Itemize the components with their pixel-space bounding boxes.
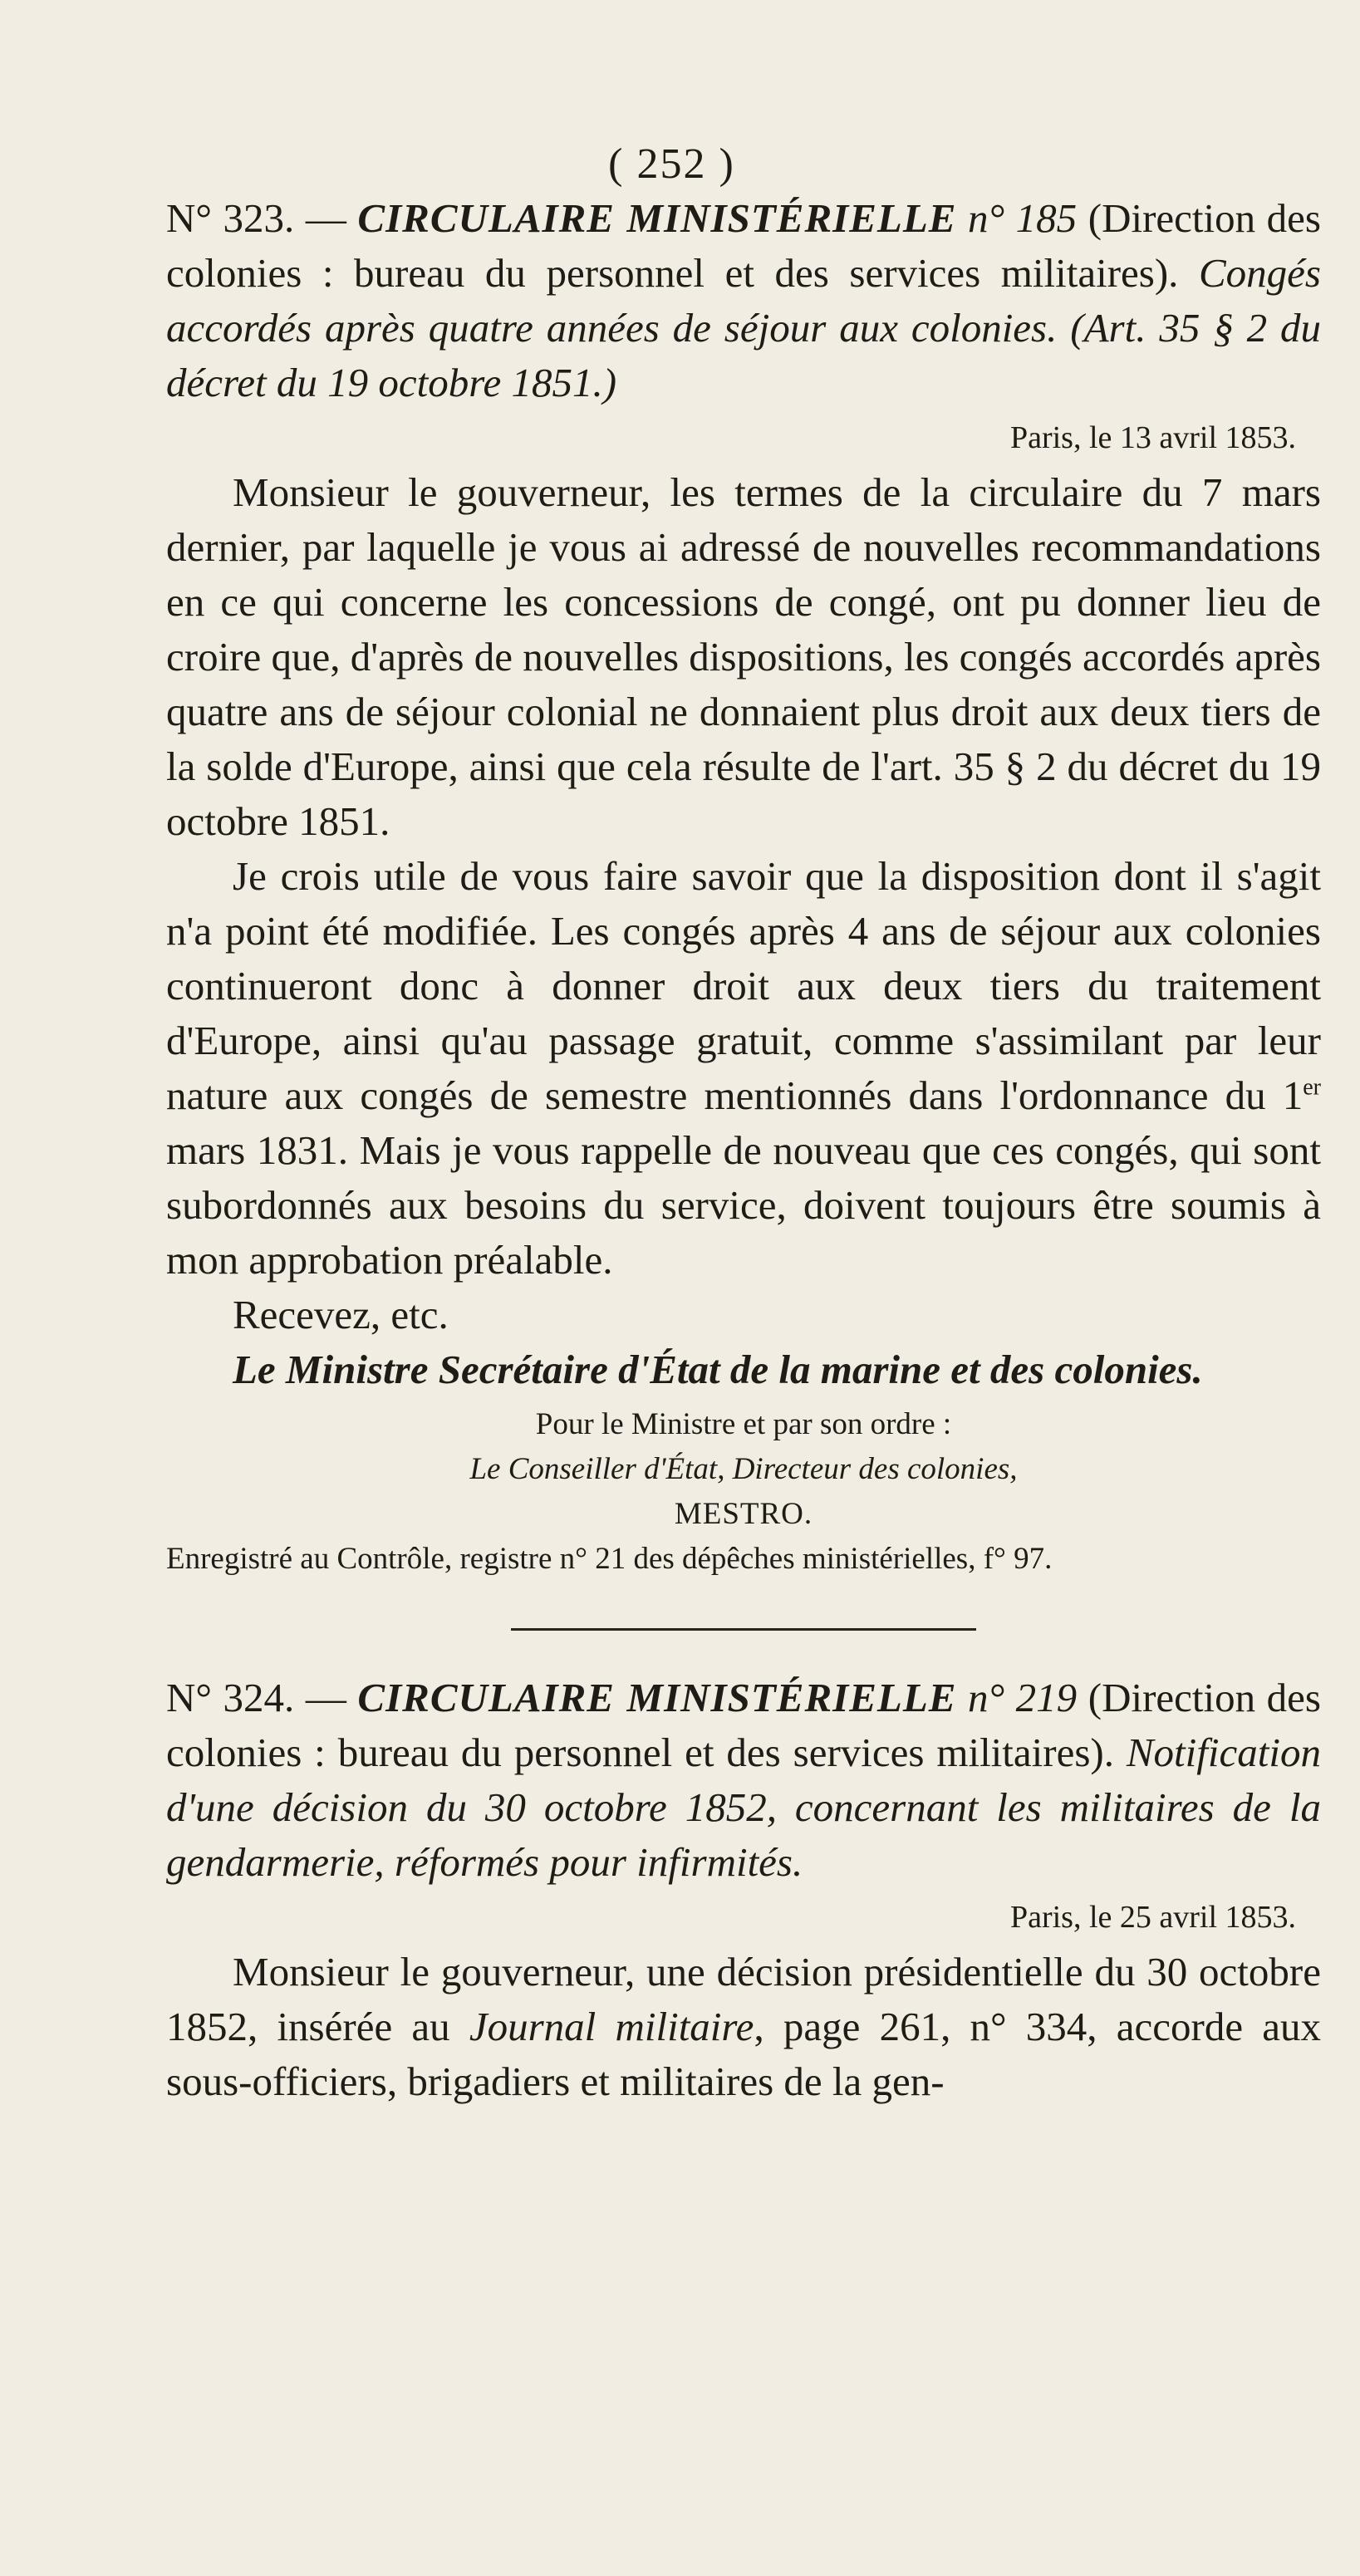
circular-324-number: N° 324.: [166, 1675, 295, 1720]
superscript: er: [1303, 1074, 1321, 1101]
circular-323-subject: Congés accordés après quatre années de séjour aux colonies. (Art. 35 § 2 du décret du 19 octobre 1851.): [166, 250, 1321, 405]
circular-323-paragraph-2: [166, 849, 1321, 1288]
dash: —: [294, 1675, 358, 1720]
circular-323-heading: [166, 191, 1321, 410]
circular-323-title-number: n° 185: [956, 195, 1078, 241]
page-number: ( 252 ): [608, 140, 735, 188]
circular-324-title-number: n° 219: [956, 1675, 1078, 1720]
circular-323-paragraph-1: Monsieur le gouverneur, les termes de la circulaire du 7 mars dernier, par laquelle je vous ai adressé de nouvelles recommandations en ce qui concerne les concessions de congé, ont pu donner lieu de croire que, d'après de nouvelles dispositions, les congés accordés après quatre ans de séjour colonial ne donnaient plus droit aux deux tiers de la solde d'Europe, ainsi que cela résulte de l'art. 35 § 2 du décret du 19 octobre 1851.: [166, 469, 1321, 844]
circular-323-minister: Le Ministre Secrétaire d'État de la marine et des colonies.: [233, 1347, 1203, 1392]
journal-title: Journal militaire: [469, 2004, 754, 2049]
circular-324-heading: [166, 1671, 1321, 1890]
paragraph-1-part-b: , page 261, n° 334, accorde aux sous-officiers, brigadiers et militaires de la gen-: [166, 2004, 1322, 2104]
circular-323-closing: Recevez, etc.: [233, 1292, 449, 1337]
circular-324-subject: Notification d'une décision du 30 octobre 1852, concernant les militaires de la gendarmerie, réformés pour infirmités.: [166, 1730, 1321, 1885]
circular-323-registry: Enregistré au Contrôle, registre n° 21 des dépêches ministérielles, f° 97.: [166, 1542, 1053, 1576]
main-text: [166, 191, 1321, 2109]
circular-323-number: N° 323.: [166, 195, 295, 241]
circular-323-direction: (Direction des colonies : bureau du personnel et des services militaires).: [166, 195, 1321, 296]
circular-324-dateline: Paris, le 25 avril 1853.: [1009, 1900, 1296, 1935]
paragraph-2-part-b: mars 1831. Mais je vous rappelle de nouveau que ces congés, qui sont subordonnés aux besoins du service, doivent toujours être soumis à mon approbation préalable.: [166, 1127, 1321, 1283]
section-divider: [511, 1628, 976, 1631]
paragraph-1-part-a: Monsieur le gouverneur, une décision présidentielle du 30 octobre 1852, insérée au: [166, 1949, 1321, 2049]
circular-323-signature: MESTRO.: [674, 1497, 813, 1531]
dash: —: [294, 195, 358, 241]
circular-324-paragraph-1: [166, 1945, 1321, 2109]
circular-323-title: CIRCULAIRE MINISTÉRIELLE: [357, 195, 957, 241]
circular-324-title: CIRCULAIRE MINISTÉRIELLE: [357, 1675, 957, 1720]
paragraph-2-part-a: Je crois utile de vous faire savoir que la disposition dont il s'agit n'a point été modifiée. Les congés après 4 ans de séjour aux colonies continueront donc à donner droit aux deux tiers du traitement d'Europe, ainsi qu'au passage gratuit, comme s'assimilant par leur nature aux congés de semestre mentionnés dans l'ordonnance du 1: [166, 853, 1321, 1118]
circular-323-dateline: Paris, le 13 avril 1853.: [1009, 420, 1296, 455]
circular-323-conseiller: Le Conseiller d'État, Directeur des colonies,: [469, 1452, 1018, 1486]
circular-324-direction: (Direction des colonies : bureau du personnel et des services militaires).: [166, 1675, 1321, 1775]
page-header: [0, 140, 1360, 189]
circular-323-order: Pour le Ministre et par son ordre :: [535, 1407, 952, 1441]
